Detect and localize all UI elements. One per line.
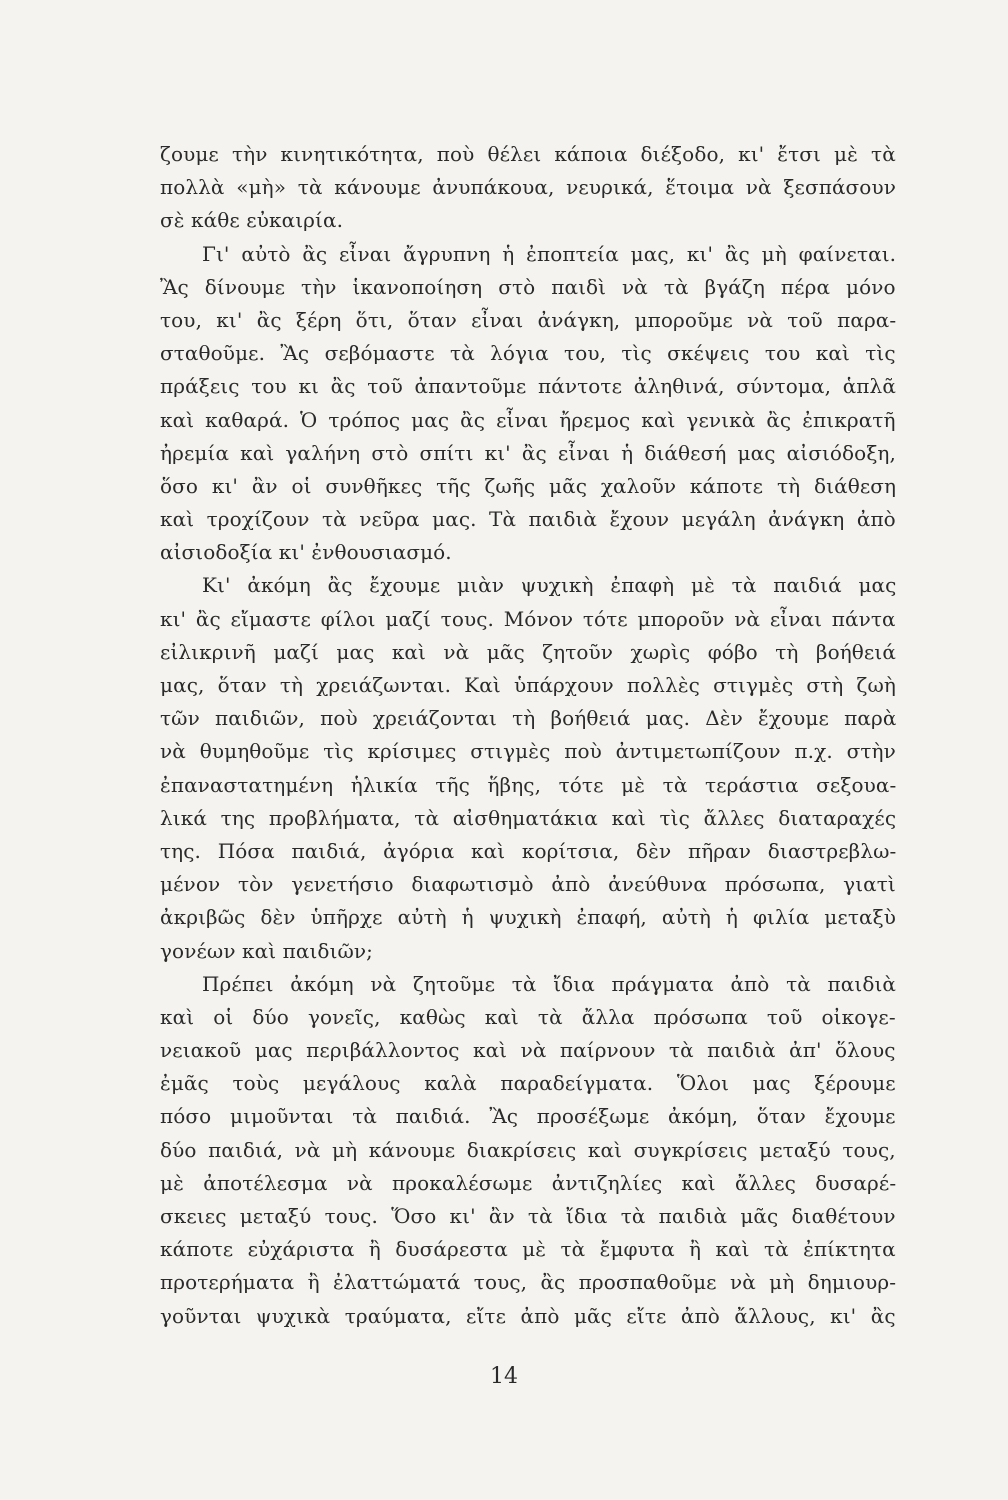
text-line: Γι' αὐτὸ ἂς εἶναι ἄγρυπνη ἡ ἐποπτεία μας, κι' ἂς μὴ φαίνεται. (202, 241, 897, 266)
text-line: γοῦνται ψυχικὰ τραύματα, εἴτε ἀπὸ μᾶς εἴτε ἀπὸ ἄλλους, κι' ἂς (160, 1303, 896, 1328)
text-line: Πρέπει ἀκόμη νὰ ζητοῦμε τὰ ἴδια πράγματα ἀπὸ τὰ παιδιὰ (202, 971, 897, 996)
text-line: της. Πόσα παιδιά, ἀγόρια καὶ κορίτσια, δὲν πῆραν διαστρεβλω- (160, 838, 897, 863)
text-line: αἰσιοδοξία κι' ἐνθουσιασμό. (160, 540, 452, 565)
text-line: ζουμε τὴν κινητικότητα, ποὺ θέλει κάποια διέξοδο, κι' ἔτσι μὲ τὰ (160, 142, 896, 166)
text-line: τῶν παιδιῶν, ποὺ χρειάζονται τὴ βοήθειά μας. Δὲν ἔχουμε παρὰ (160, 706, 897, 731)
text-line: πόσο μιμοῦνται τὰ παιδιά. Ἂς προσέξωμε ἀκόμη, ὅταν ἔχουμε (160, 1104, 896, 1129)
text-line: Ἂς δίνουμε τὴν ἱκανοποίηση στὸ παιδὶ νὰ τὰ βγάζη πέρα μόνο (160, 274, 896, 299)
text-line: γονέων καὶ παιδιῶν; (160, 938, 374, 963)
text-line: μας, ὅταν τὴ χρειάζωνται. Καὶ ὑπάρχουν πολλὲς στιγμὲς στὴ ζωὴ (160, 673, 896, 697)
text-line: κι' ἂς εἴμαστε φίλοι μαζί τους. Μόνον τότε μποροῦν νὰ εἶναι πάντα (160, 606, 896, 631)
text-line: του, κι' ἂς ξέρη ὅτι, ὅταν εἶναι ἀνάγκη, μποροῦμε νὰ τοῦ παρα- (160, 307, 897, 332)
text-line: πολλὰ «μὴ» τὰ κάνουμε ἀνυπάκουα, νευρικά, ἕτοιμα νὰ ξεσπάσουν (160, 175, 896, 200)
body-text (160, 138, 896, 1333)
text-line: νὰ θυμηθοῦμε τὶς κρίσιμες στιγμὲς ποὺ ἀντιμετωπίζουν π.χ. στὴν (160, 739, 896, 764)
text-line: δύο παιδιά, νὰ μὴ κάνουμε διακρίσεις καὶ συγκρίσεις μεταξύ τους, (160, 1137, 896, 1162)
text-line: μένον τὸν γενετήσιο διαφωτισμὸ ἀπὸ ἀνεύθυνα πρόσωπα, γιατὶ (160, 872, 896, 897)
text-line: ἐπαναστατημένη ἡλικία τῆς ἥβης, τότε μὲ τὰ τεράστια σεξουα- (160, 772, 897, 797)
text-line: σὲ κάθε εὐκαιρία. (160, 208, 344, 233)
text-line: μὲ ἀποτέλεσμα νὰ προκαλέσωμε ἀντιζηλίες καὶ ἄλλες δυσαρέ- (160, 1170, 897, 1195)
text-line: νειακοῦ μας περιβάλλοντος καὶ νὰ παίρνουν τὰ παιδιὰ ἀπ' ὅλους (160, 1038, 896, 1063)
page-number: 14 (490, 1364, 518, 1389)
text-line: κάποτε εὐχάριστα ἢ δυσάρεστα μὲ τὰ ἔμφυτα ἢ καὶ τὰ ἐπίκτητα (160, 1237, 896, 1262)
text-line: ἀκριβῶς δὲν ὑπῆρχε αὐτὴ ἡ ψυχικὴ ἐπαφή, αὐτὴ ἡ φιλία μεταξὺ (160, 905, 896, 930)
text-line: καὶ καθαρά. Ὁ τρόπος μας ἂς εἶναι ἤρεμος καὶ γενικὰ ἂς ἐπικρατῆ (160, 407, 896, 432)
text-line: προτερήματα ἢ ἐλαττώματά τους, ἂς προσπαθοῦμε νὰ μὴ δημιουρ- (160, 1270, 897, 1295)
text-line: λικά της προβλήματα, τὰ αἰσθηματάκια καὶ τὶς ἄλλες διαταραχές (160, 805, 897, 830)
text-line: σταθοῦμε. Ἂς σεβόμαστε τὰ λόγια του, τὶς σκέψεις του καὶ τὶς (160, 341, 896, 366)
text-line: καὶ οἱ δύο γονεῖς, καθὼς καὶ τὰ ἄλλα πρόσωπα τοῦ οἰκογε- (160, 1004, 896, 1029)
text-line: Κι' ἀκόμη ἂς ἔχουμε μιὰν ψυχικὴ ἐπαφὴ μὲ τὰ παιδιά μας (202, 573, 897, 598)
text-line: σκειες μεταξύ τους. Ὅσο κι' ἂν τὰ ἴδια τὰ παιδιὰ μᾶς διαθέτουν (160, 1204, 896, 1228)
text-line: καὶ τροχίζουν τὰ νεῦρα μας. Τὰ παιδιὰ ἔχουν μεγάλη ἀνάγκη ἀπὸ (160, 507, 896, 532)
text-line: ὅσο κι' ἂν οἱ συνθῆκες τῆς ζωῆς μᾶς χαλοῦν κάποτε τὴ διάθεση (160, 473, 897, 498)
text-line: ἠρεμία καὶ γαλήνη στὸ σπίτι κι' ἂς εἶναι ἡ διάθεσή μας αἰσιόδοξη, (160, 440, 896, 465)
text-line: εἰλικρινῆ μαζί μας καὶ νὰ μᾶς ζητοῦν χωρὶς φόβο τὴ βοήθειά (160, 639, 896, 664)
text-line: ἐμᾶς τοὺς μεγάλους καλὰ παραδείγματα. Ὅλοι μας ξέρουμε (160, 1071, 896, 1096)
text-line: πράξεις του κι ἂς τοῦ ἀπαντοῦμε πάντοτε ἀληθινά, σύντομα, ἁπλᾶ (160, 374, 896, 399)
